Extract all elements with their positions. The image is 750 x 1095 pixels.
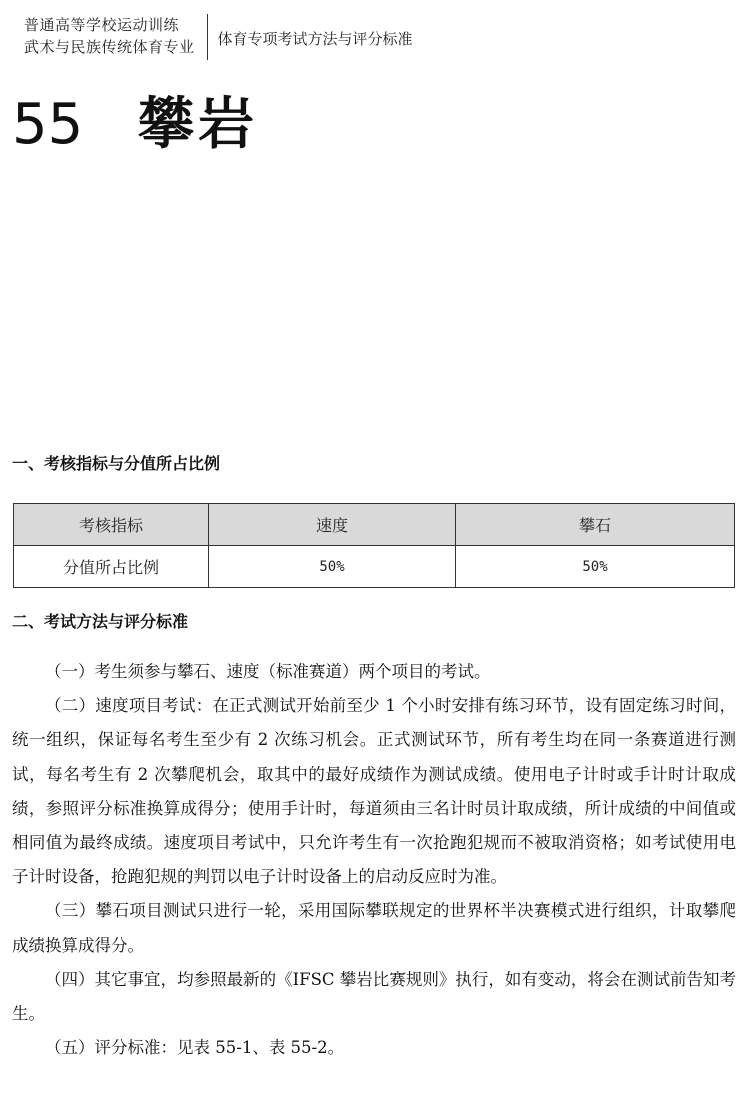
paragraph: （二）速度项目考试：在正式测试开始前至少 1 个小时安排有练习环节，设有固定练习时间，统一组织，保证每名考生至少有 2 次练习机会。正式测试环节，所有考生均在同一条赛道进行测试，每名考生有 2 次攀爬机会，取其中的最好成绩作为测试成绩。使用电子计时或手计时计取成绩，参照评分标准换算成得分；使用手计时，每道须由三名计时员计取成绩，所计成绩的中间值或相同值为最终成绩。速度项目考试中，只允许考生有一次抢跑犯规而不被取消资格；如考试使用电子计时设备，抢跑犯规的判罚以电子计时设备上的启动反应时为准。 [12, 696, 736, 887]
section-heading-2: 二、考试方法与评分标准 [12, 612, 189, 631]
paragraph: （一）考生须参与攀石、速度（标准赛道）两个项目的考试。 [45, 662, 491, 681]
section-heading-1: 一、考核指标与分值所占比例 [12, 454, 221, 473]
paragraph: （三）攀石项目测试只进行一轮，采用国际攀联规定的世界杯半决赛模式进行组织，计取攀爬成绩换算成得分。 [12, 901, 736, 955]
chapter-name: 攀岩 [138, 92, 258, 157]
header-line-2: 武术与民族传统体育专业 [24, 38, 195, 56]
header-line-1: 普通高等学校运动训练 [24, 16, 180, 34]
page-header [24, 14, 413, 60]
table-header-cell: 攀石 [456, 504, 735, 546]
body-text [12, 655, 736, 1065]
table-header-cell: 速度 [209, 504, 456, 546]
paragraph: （四）其它事宜，均参照最新的《IFSC 攀岩比赛规则》执行，如有变动，将会在测试前告知考生。 [12, 969, 736, 1024]
header-divider [207, 14, 208, 60]
table-cell: 50% [209, 546, 456, 588]
header-section-title: 体育专项考试方法与评分标准 [217, 30, 413, 48]
table-header-row [14, 504, 735, 546]
paragraph: （五）评分标准：见表 55-1、表 55-2。 [45, 1038, 345, 1058]
score-weight-table [13, 503, 735, 588]
table-header-cell: 考核指标 [14, 504, 209, 546]
chapter-title [12, 90, 258, 160]
table-cell: 50% [456, 546, 735, 588]
chapter-number: 55 [12, 92, 84, 157]
table-cell: 分值所占比例 [14, 546, 209, 588]
header-program [24, 14, 195, 58]
table-row [14, 546, 735, 588]
